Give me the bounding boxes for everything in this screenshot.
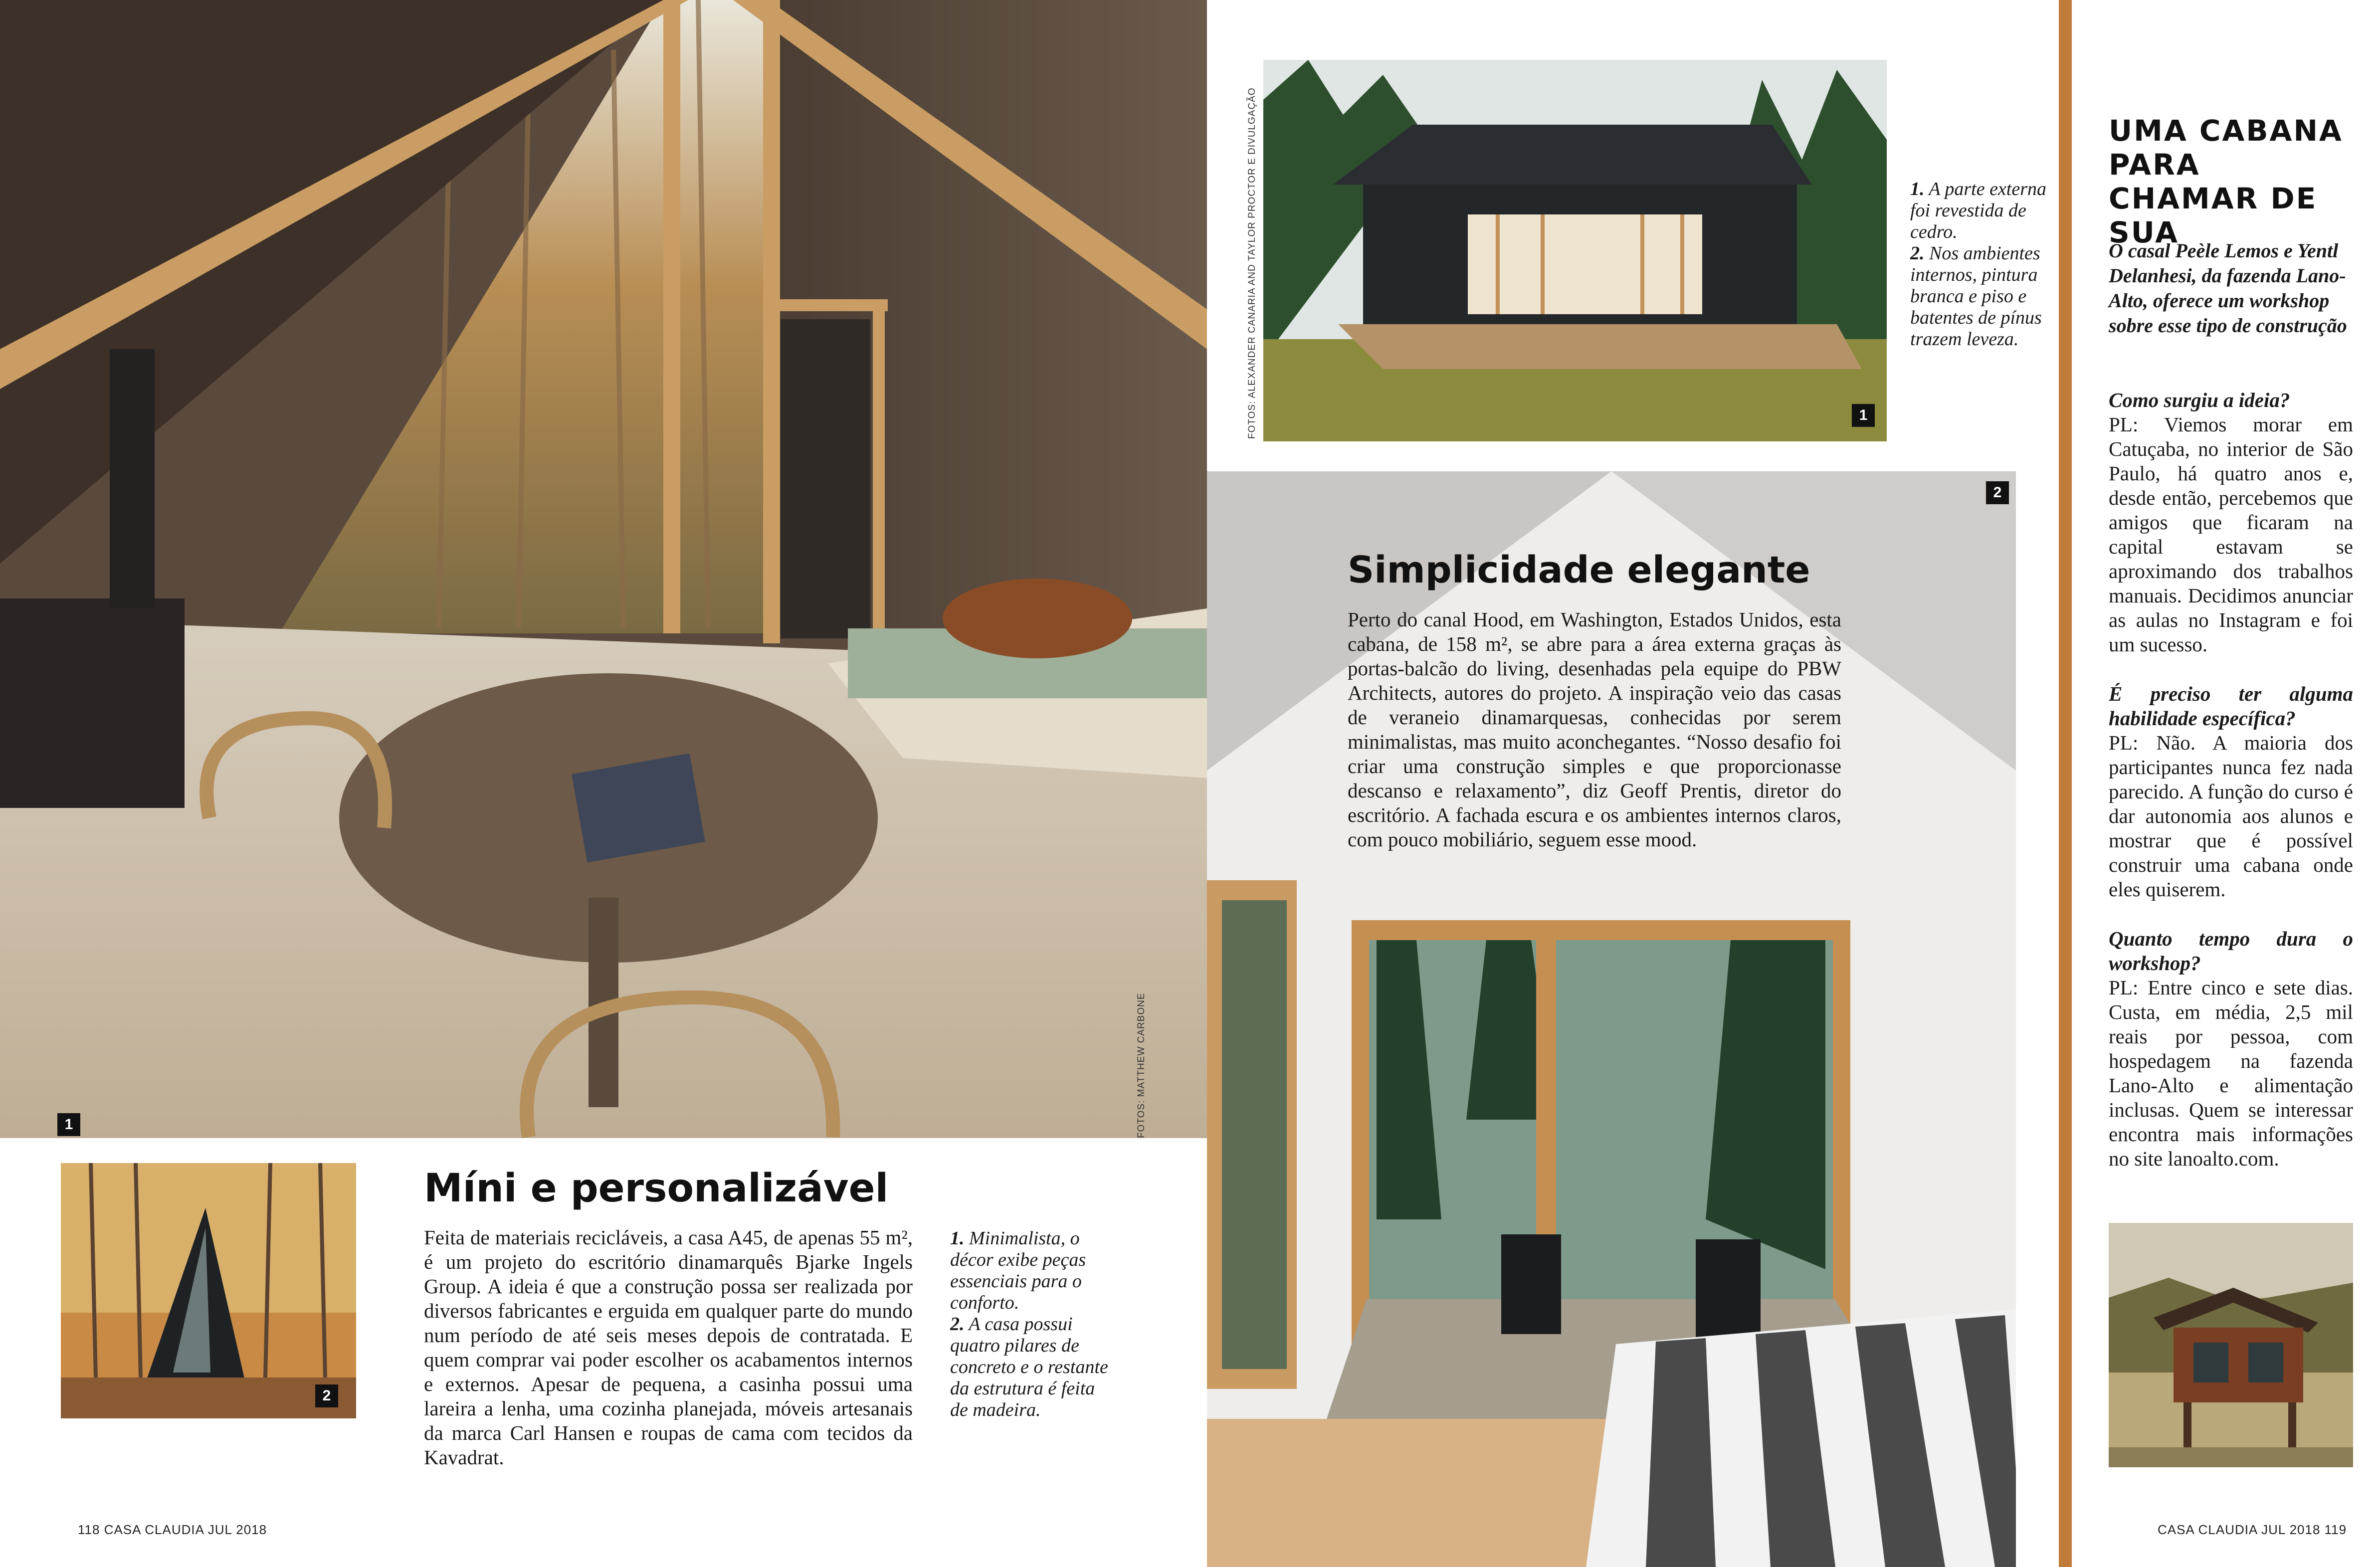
caption-item: 1. A parte externa foi revestida de cedro. <box>1910 179 2047 242</box>
photo-credit: FOTOS: MATTHEW CARBONE <box>1136 992 1147 1138</box>
interview-answer: PL: Não. A maioria dos participantes nunca fez nada parecido. A função do curso é dar autonomia aos alunos e mostrar que é possível construir uma cabana onde eles quiserem. <box>2109 731 2353 901</box>
interview-question: É preciso ter alguma habilidade específica? <box>2109 682 2353 730</box>
photo-captions <box>1910 179 2047 350</box>
interview-answer: PL: Entre cinco e sete dias. Custa, em média, 2,5 mil reais por pessoa, com hospedagem na fazenda Lano-Alto e alimentação inclusas. Quem se interessar encontra mais informações no site lanoalto.com. <box>2109 976 2353 1170</box>
photo-credit: FOTOS: ALEXANDER CANARIA AND TAYLOR PROCTOR E DIVULGAÇÃO <box>1247 87 1257 439</box>
interview-answer: PL: Viemos morar em Catuçaba, no interior de São Paulo, há quatro anos e, desde então, percebemos que amigos que ficaram na capital estavam se aproximando dos trabalhos manuais. Decidimos anunciar as aulas no Instagram e foi um sucesso. <box>2109 413 2353 656</box>
hero-photo-a-frame-interior <box>0 0 1207 1138</box>
photo-captions <box>950 1228 1115 1421</box>
caption-item: 2. Nos ambientes internos, pintura branca e piso e batentes de pínus trazem leveza. <box>1910 243 2042 350</box>
sidebar-intro: O casal Peèle Lemos e Yentl Delanhesi, da fazenda Lano-Alto, oferece um workshop sobre esse tipo de construção <box>2109 239 2347 337</box>
qa-item <box>2109 927 2353 1171</box>
section-title: Simplicidade elegante <box>1348 549 1810 591</box>
caption-item: 2. A casa possui quatro pilares de concreto e o restante da estrutura é feita de madeira. <box>950 1314 1108 1420</box>
section-body-text: Feita de materiais recicláveis, a casa A45, de apenas 55 m², é um projeto do escritório dinamarquês Bjarke Ingels Group. A ideia é que a construção possa ser realizada por diversos fabricantes e erguida em qualquer parte do mundo num período de até seis meses depois de contratada. E quem comprar vai poder escolher os acabamentos internos e externos. Apesar de pequena, a casinha possui uma lareira a lenha, uma cozinha planejada, móveis artesanais da marca Carl Hansen e roupas de cama com tecidos da Kavadrat. <box>424 1226 913 1469</box>
photo-number-badge: 2 <box>1986 481 2009 504</box>
photo-number-badge: 2 <box>315 1384 338 1407</box>
qa-item <box>2109 682 2353 902</box>
a45-cabin-exterior-photo <box>61 1163 356 1418</box>
qa-item <box>2109 388 2353 657</box>
section-body-text: Perto do canal Hood, em Washington, Estados Unidos, esta cabana, de 158 m², se abre para a área externa graças às portas-balcão do living, desenhadas pela equipe do PBW Architects, autores do projeto. A inspiração veio das casas de veraneio dinamarquesas, conhecidas por serem minimalistas, mas muito aconchegantes. “Nosso desafio foi criar uma construção simples e que proporcionasse descanso e relaxamento”, diz Geoff Prentis, diretor do escritório. A fachada escura e os ambientes internos claros, com pouco mobiliário, seguem esse mood. <box>1348 608 1841 851</box>
lano-alto-cabin-photo <box>2109 1223 2353 1467</box>
sidebar-interview <box>2109 388 2353 1171</box>
interview-question: Como surgiu a ideia? <box>2109 389 2290 411</box>
page-folio-left: 118 CASA CLAUDIA JUL 2018 <box>78 1522 267 1537</box>
caption-item: 1. Minimalista, o décor exibe peças essenciais para o conforto. <box>950 1228 1086 1313</box>
sidebar-title: UMA CABANA PARA CHAMAR DE SUA <box>2109 114 2343 249</box>
photo-number-badge: 1 <box>57 1113 80 1136</box>
accent-divider <box>2059 0 2072 1567</box>
cedar-cabin-exterior-photo <box>1263 60 1887 441</box>
page-folio-right: CASA CLAUDIA JUL 2018 119 <box>2158 1522 2347 1537</box>
section-title: Míni e personalizável <box>424 1166 889 1211</box>
photo-number-badge: 1 <box>1852 404 1875 427</box>
interview-question: Quanto tempo dura o workshop? <box>2109 927 2353 975</box>
